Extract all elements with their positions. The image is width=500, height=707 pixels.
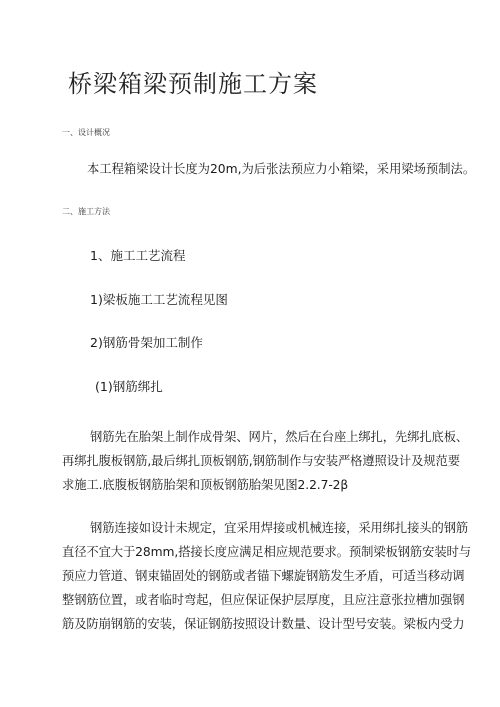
document-title: 桥梁箱梁预制施工方案	[68, 70, 318, 98]
paragraph-line: 整钢筋位置，或者临时弯起，但应保证保护层厚度，且应注意张拉槽加强钢	[62, 593, 465, 607]
section-heading-design-overview: 一、设计概况	[62, 128, 110, 137]
paragraph-line: 筋及防崩钢筋的安装，保证钢筋按照设计数量、设计型号安装。梁板内受力	[62, 617, 465, 631]
paragraph-line: 预应力管道、钢束锚固处的钢筋或者锚下螺旋钢筋发生矛盾，可适当移动调	[62, 569, 465, 583]
paragraph-line: 钢筋先在胎架上制作成骨架、网片，然后在台座上绑扎，先绑扎底板、	[90, 430, 469, 444]
heading-beam-process-figure: 1)梁板施工工艺流程见图	[90, 292, 228, 307]
paragraph-line: 求施工.底腹板钢筋胎架和顶板钢筋胎架见图2.2.7-2β	[62, 478, 349, 492]
paragraph-line: 钢筋连接如设计未规定，宜采用焊接或机械连接，采用绑扎接头的钢筋	[90, 521, 469, 535]
heading-construction-process: 1、施工工艺流程	[90, 248, 186, 263]
heading-rebar-tying: (1)钢筋绑扎	[95, 379, 163, 394]
paragraph-line: 再绑扎腹板钢筋,最后绑扎顶板钢筋,钢筋制作与安装严格遵照设计及规范要	[62, 454, 460, 468]
overview-paragraph: 本工程箱梁设计长度为20m,为后张法预应力小箱梁，采用梁场预制法。	[87, 162, 476, 176]
paragraph-line: 直径不宜大于28mm,搭接长度应满足相应规范要求。预制梁板钢筋安装时与	[62, 545, 471, 559]
section-heading-construction-method: 二、施工方法	[62, 207, 110, 216]
heading-rebar-cage-fabrication: 2)钢筋骨架加工制作	[90, 335, 203, 350]
